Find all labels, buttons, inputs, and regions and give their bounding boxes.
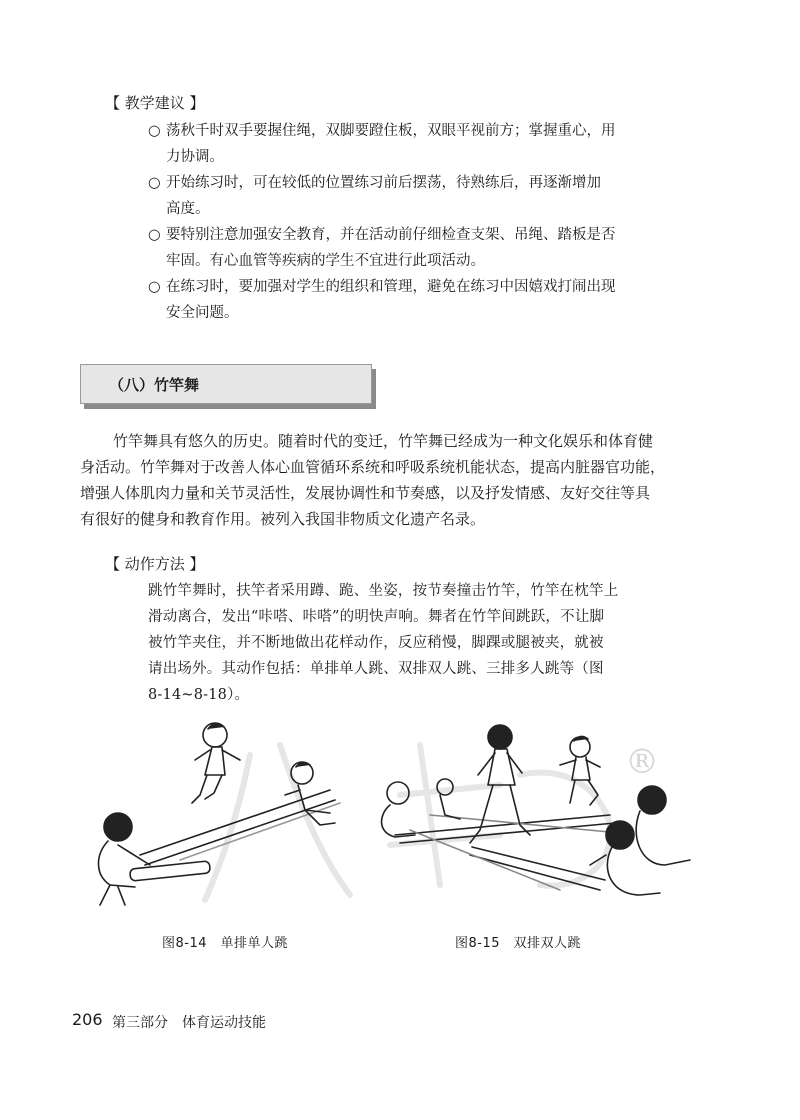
tip-item xyxy=(148,274,693,326)
section-title: （八）竹竿舞 xyxy=(109,376,200,394)
illustrations xyxy=(0,715,800,915)
watermark-registered-mark: ® xyxy=(625,742,659,782)
tip-line: 高度。 xyxy=(166,201,210,217)
teaching-tips-heading: 【 教学建议 】 xyxy=(105,94,205,112)
method-line: 被竹竿夹住，并不断地做出花样动作，反应稍慢，脚踝或腿被夹，就被 xyxy=(148,635,604,651)
method-paragraph xyxy=(148,578,693,708)
figure-8-14-caption: 图8-14 单排单人跳 xyxy=(162,936,289,951)
intro-line: 身活动。竹竿舞对于改善人体心血管循环系统和呼吸系统机能状态，提高内脏器官功能， xyxy=(80,458,666,476)
tip-item xyxy=(148,118,693,170)
tip-line: 开始练习时，可在较低的位置练习前后摆荡，待熟练后，再逐渐增加 xyxy=(166,175,601,191)
figure-8-15-caption: 图8-15 双排双人跳 xyxy=(455,936,582,951)
circle-bullet-icon: ○ xyxy=(148,227,161,243)
tip-line: 荡秋千时双手要握住绳，双脚要蹬住板，双眼平视前方；掌握重心，用 xyxy=(166,123,616,139)
method-line: 跳竹竿舞时，扶竿者采用蹲、跪、坐姿，按节奏撞击竹竿，竹竿在枕竿上 xyxy=(148,583,619,599)
intro-line: 有很好的健身和教育作用。被列入我国非物质文化遗产名录。 xyxy=(80,510,486,528)
intro-line: 增强人体肌肉力量和关节灵活性，发展协调性和节奏感，以及抒发情感、友好交往等具 xyxy=(80,484,651,502)
method-line: 请出场外。其动作包括：单排单人跳、双排双人跳、三排多人跳等（图 xyxy=(148,661,604,677)
section-header-box xyxy=(80,364,372,404)
tip-line: 在练习时，要加强对学生的组织和管理，避免在练习中因嬉戏打闹出现 xyxy=(166,279,616,295)
tip-item xyxy=(148,170,693,222)
footer-part-title: 第三部分 体育运动技能 xyxy=(112,1015,266,1031)
tip-line: 安全问题。 xyxy=(166,305,239,321)
tip-line: 要特别注意加强安全教育，并在活动前仔细检查支架、吊绳、踏板是否 xyxy=(166,227,616,243)
circle-bullet-icon: ○ xyxy=(148,175,161,191)
circle-bullet-icon: ○ xyxy=(148,279,161,295)
method-heading: 【 动作方法 】 xyxy=(105,555,205,573)
intro-paragraph xyxy=(80,428,720,532)
page-number: 206 xyxy=(72,1010,103,1029)
method-line: 滑动离合，发出“咔嗒、咔嗒”的明快声响。舞者在竹竿间跳跃，不让脚 xyxy=(148,609,605,625)
teaching-tips-list xyxy=(148,118,693,326)
circle-bullet-icon: ○ xyxy=(148,123,161,139)
intro-line: 竹竿舞具有悠久的历史。随着时代的变迁，竹竿舞已经成为一种文化娱乐和体育健 xyxy=(113,432,654,450)
tip-line: 力协调。 xyxy=(166,149,224,165)
tip-line: 牢固。有心血管等疾病的学生不宜进行此项活动。 xyxy=(166,253,485,269)
method-line: 8-14~8-18）。 xyxy=(148,687,250,703)
tip-item xyxy=(148,222,693,274)
